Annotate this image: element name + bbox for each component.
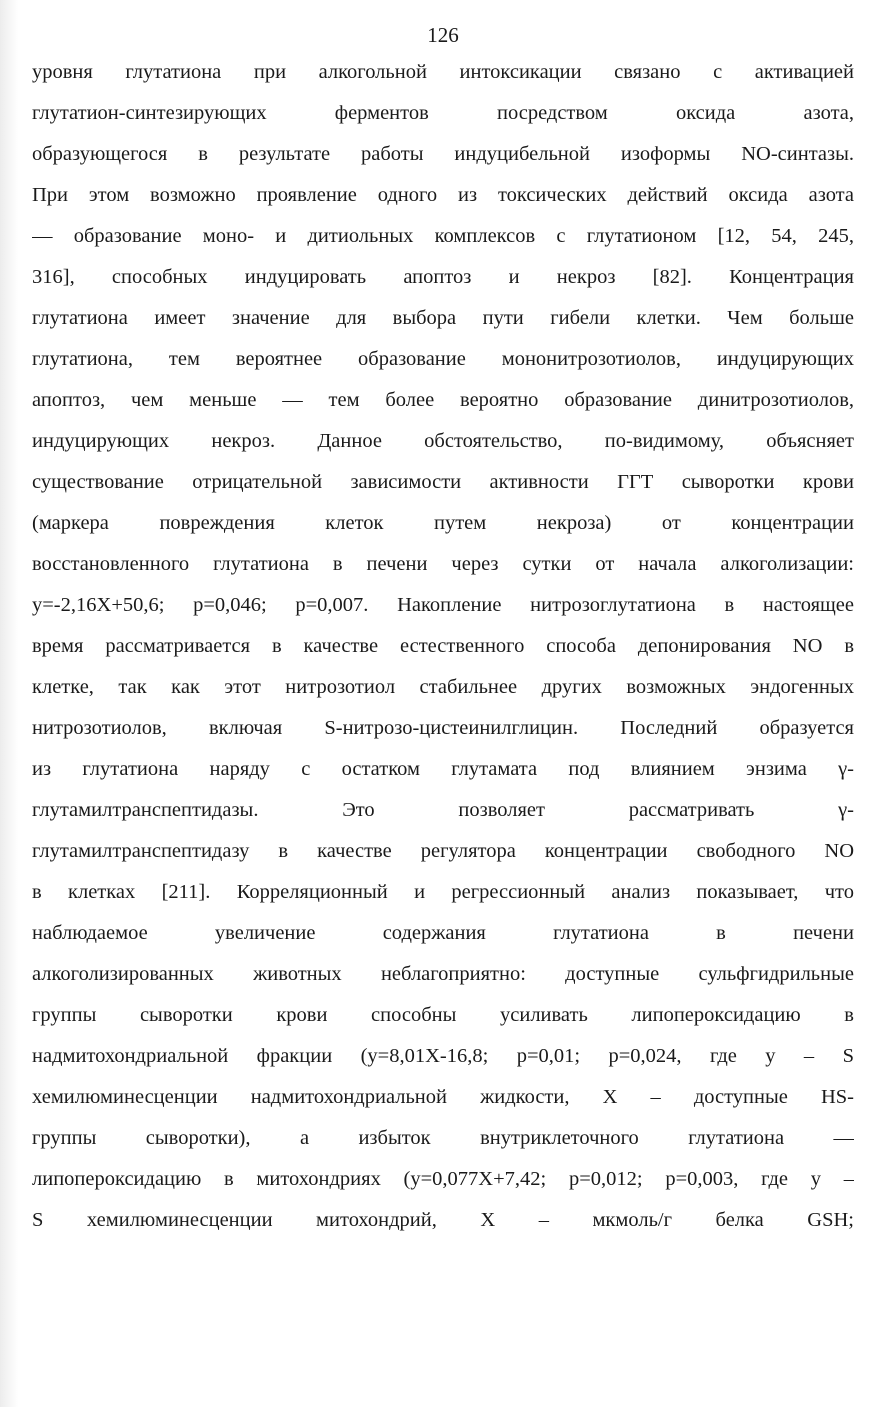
text-line: y=-2,16X+50,6; p=0,046; p=0,007. Накопление нитрозоглутатиона в настоящее <box>32 594 854 616</box>
text-line: существование отрицательной зависимости активности ГГТ сыворотки крови <box>32 471 854 493</box>
text-line: восстановленного глутатиона в печени через сутки от начала алкоголизации: <box>32 553 854 575</box>
text-line: глутатиона, тем вероятнее образование мононитрозотиолов, индуцирующих <box>32 348 854 370</box>
text-line: клетке, так как этот нитрозотиол стабильнее других возможных эндогенных <box>32 676 854 698</box>
text-line: наблюдаемое увеличение содержания глутатиона в печени <box>32 922 854 944</box>
text-line: в клетках [211]. Корреляционный и регрессионный анализ показывает, что <box>32 881 854 903</box>
text-line: глутатион-синтезирующих ферментов посредством оксида азота, <box>32 102 854 124</box>
text-line: глутатиона имеет значение для выбора пути гибели клетки. Чем больше <box>32 307 854 329</box>
text-line: группы сыворотки), а избыток внутриклеточного глутатиона — <box>32 1127 854 1149</box>
text-line: надмитохондриальной фракции (y=8,01X-16,8; p=0,01; p=0,024, где y – S <box>32 1045 854 1067</box>
text-line: (маркера повреждения клеток путем некроза) от концентрации <box>32 512 854 534</box>
text-line: алкоголизированных животных неблагоприятно: доступные сульфгидрильные <box>32 963 854 985</box>
body-text <box>32 52 854 1241</box>
text-line: индуцирующих некроз. Данное обстоятельство, по-видимому, объясняет <box>32 430 854 452</box>
text-line: время рассматривается в качестве естественного способа депонирования NO в <box>32 635 854 657</box>
text-line: из глутатиона наряду с остатком глутамата под влиянием энзима γ- <box>32 758 854 780</box>
text-line: 316], способных индуцировать апоптоз и некроз [82]. Концентрация <box>32 266 854 288</box>
text-line: апоптоз, чем меньше — тем более вероятно образование динитрозотиолов, <box>32 389 854 411</box>
text-line: уровня глутатиона при алкогольной интоксикации связано с активацией <box>32 61 854 83</box>
text-line: хемилюминесценции надмитохондриальной жидкости, X – доступные HS- <box>32 1086 854 1108</box>
text-line: образующегося в результате работы индуцибельной изоформы NO-синтазы. <box>32 143 854 165</box>
text-line: глутамилтранспептидазу в качестве регулятора концентрации свободного NO <box>32 840 854 862</box>
scan-edge-shadow <box>0 0 18 1407</box>
text-line: липопероксидацию в митохондриях (y=0,077X+7,42; p=0,012; p=0,003, где y – <box>32 1168 854 1190</box>
text-line: нитрозотиолов, включая S-нитрозо-цистеинилглицин. Последний образуется <box>32 717 854 739</box>
page-number: 126 <box>427 23 459 47</box>
text-line: глутамилтранспептидазы. Это позволяет рассматривать γ- <box>32 799 854 821</box>
text-line: S хемилюминесценции митохондрий, X – мкмоль/г белка GSH; <box>32 1209 854 1231</box>
text-line: группы сыворотки крови способны усиливать липопероксидацию в <box>32 1004 854 1026</box>
text-line: При этом возможно проявление одного из токсических действий оксида азота <box>32 184 854 206</box>
text-line: — образование моно- и дитиольных комплексов с глутатионом [12, 54, 245, <box>32 225 854 247</box>
